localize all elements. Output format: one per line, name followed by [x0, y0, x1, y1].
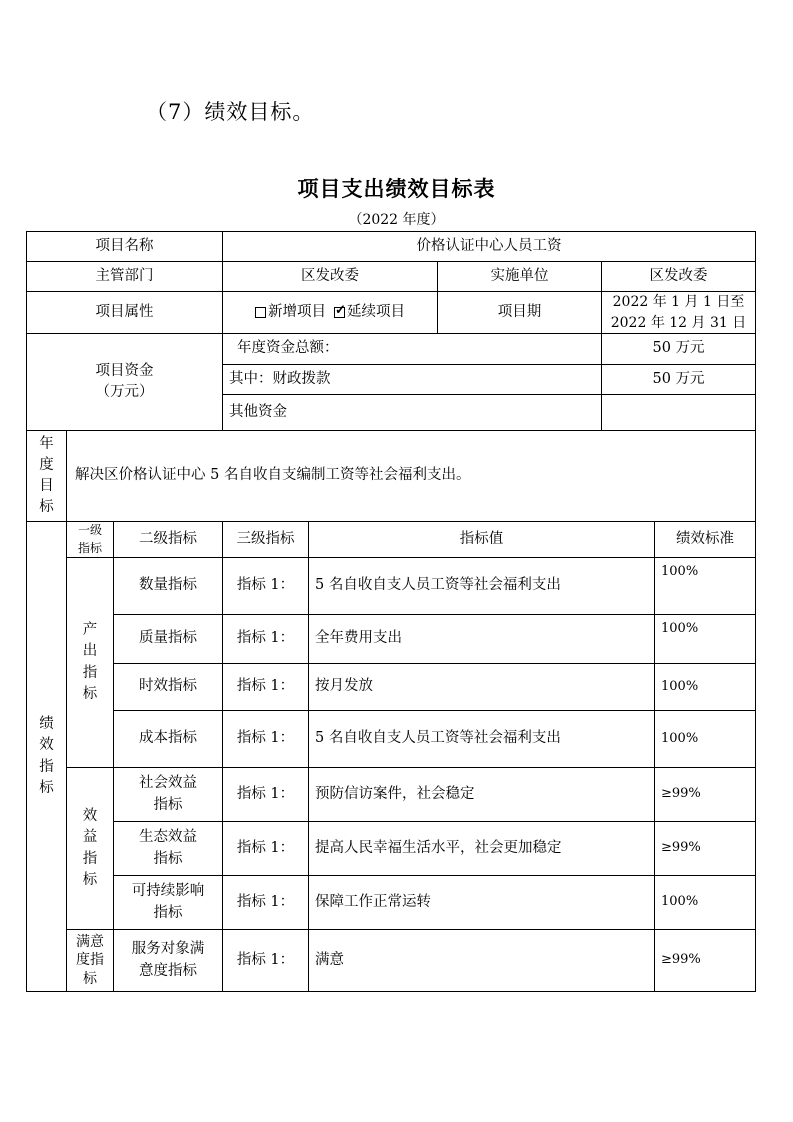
output-label-char: 产	[82, 622, 98, 639]
funds-label-line-1: 项目资金	[95, 362, 154, 379]
level2-cell	[114, 930, 222, 991]
header-level2: 二级指标	[139, 530, 197, 547]
output-label-char: 指	[82, 664, 98, 681]
header-value: 指标值	[459, 530, 504, 547]
indicator-value-cell: 保障工作正常运转	[315, 893, 431, 910]
table-year: （2022 年度）	[348, 212, 445, 228]
benefit-indicators-label	[67, 768, 113, 929]
indicator-value-cell: 5 名自收自支人员工资等社会福利支出	[315, 577, 561, 594]
level2-cell: 时效指标	[139, 678, 197, 695]
level2-cell: 成本指标	[139, 730, 197, 747]
funds-total-label: 年度资金总额：	[237, 340, 339, 357]
perf-label-char: 绩	[39, 716, 54, 733]
standard-cell: ≥99%	[661, 786, 701, 802]
level2-line: 服务对象满	[131, 941, 205, 958]
attr-label: 项目属性	[95, 303, 154, 320]
annual-label-char: 度	[39, 456, 54, 473]
standard-cell: 100%	[661, 678, 699, 694]
perf-label-char: 效	[39, 737, 54, 754]
level3-cell: 指标 1：	[236, 893, 295, 910]
perf-indicators-label	[27, 522, 66, 991]
section-heading: （7）绩效目标。	[146, 100, 315, 124]
level2-cell: 质量指标	[139, 630, 197, 647]
level3-cell: 指标 1：	[236, 730, 295, 747]
header-standard: 绩效标准	[676, 530, 734, 547]
checked-box-icon[interactable]	[334, 307, 345, 318]
level2-line: 社会效益	[139, 775, 197, 792]
header-level3: 三级指标	[236, 530, 295, 547]
funds-total-value: 50 万元	[652, 340, 705, 357]
perf-label-char: 标	[39, 779, 54, 796]
indicator-value-cell: 满意	[315, 951, 344, 968]
level3-cell: 指标 1：	[236, 785, 295, 802]
dept-value: 区发改委	[301, 267, 359, 284]
annual-goal-label	[27, 431, 66, 521]
level3-cell: 指标 1：	[236, 951, 295, 968]
benefit-label-char: 效	[82, 808, 98, 825]
attr-cont-label: 延续项目	[347, 303, 405, 320]
level2-line: 意度指标	[139, 962, 197, 979]
output-indicators-label	[67, 558, 113, 767]
standard-cell: 100%	[661, 894, 699, 910]
annual-label-char: 目	[39, 478, 54, 494]
dept-label: 主管部门	[95, 267, 154, 284]
level2-line: 指标	[153, 850, 183, 867]
attr-new-label: 新增项目	[268, 303, 326, 320]
standard-cell: 100%	[661, 564, 699, 579]
indicator-value-cell: 5 名自收自支人员工资等社会福利支出	[315, 730, 561, 747]
satisfaction-label-line: 度指	[76, 952, 104, 969]
level2-cell	[114, 822, 222, 875]
standard-cell: ≥99%	[661, 840, 701, 856]
header-level1-line: 一级	[77, 523, 102, 538]
funds-other-label: 其他资金	[229, 403, 287, 420]
annual-label-char: 标	[39, 499, 54, 516]
table-title: 项目支出绩效目标表	[297, 177, 496, 201]
standard-cell: 100%	[661, 730, 699, 746]
annual-goal-text: 解决区价格认证中心 5 名自收自支编制工资等社会福利支出。	[75, 467, 471, 484]
level3-cell: 指标 1：	[236, 839, 295, 856]
unit-label: 实施单位	[490, 267, 549, 284]
level2-cell	[114, 876, 222, 929]
output-label-char: 标	[82, 685, 98, 702]
satisfaction-indicators-label	[67, 930, 113, 991]
perf-label-char: 指	[39, 758, 54, 775]
period-line-2: 2022 年 12 月 31 日	[610, 314, 747, 331]
funds-fiscal-label: 其中：财政拨款	[229, 370, 331, 387]
level2-line: 指标	[153, 796, 183, 813]
output-label-char: 出	[82, 643, 98, 660]
funds-label-line-2: （万元）	[95, 384, 154, 400]
indicator-value-cell: 全年费用支出	[315, 630, 402, 647]
funds-other-value	[602, 395, 755, 430]
standard-cell: ≥99%	[661, 952, 701, 968]
satisfaction-label-line: 满意	[76, 934, 104, 951]
level2-cell: 数量指标	[139, 577, 197, 594]
funds-label	[27, 334, 222, 430]
level2-line: 指标	[153, 904, 183, 921]
level2-cell	[114, 768, 222, 821]
annual-label-char: 年	[39, 435, 54, 452]
project-name-label: 项目名称	[95, 237, 154, 254]
benefit-label-char: 标	[82, 871, 98, 888]
level3-cell: 指标 1：	[236, 577, 295, 594]
standard-cell: 100%	[661, 621, 699, 636]
level3-cell: 指标 1：	[236, 630, 295, 647]
level2-line: 可持续影响	[131, 883, 205, 900]
indicator-value-cell: 预防信访案件，社会稳定	[315, 785, 475, 802]
unchecked-box-icon[interactable]	[255, 307, 266, 318]
indicator-value-cell: 提高人民幸福生活水平，社会更加稳定	[315, 839, 562, 856]
header-level1-line: 指标	[77, 540, 102, 555]
satisfaction-label-line: 标	[83, 970, 97, 987]
project-name-value: 价格认证中心人员工资	[416, 237, 562, 254]
unit-value: 区发改委	[649, 267, 708, 284]
funds-fiscal-value: 50 万元	[652, 370, 705, 387]
benefit-label-char: 指	[82, 850, 98, 867]
period-line-1: 2022 年 1 月 1 日至	[612, 294, 745, 311]
period-value	[602, 292, 755, 333]
header-level1	[67, 522, 113, 557]
level2-line: 生态效益	[139, 829, 197, 846]
indicator-value-cell: 按月发放	[315, 678, 373, 695]
attr-options	[223, 292, 437, 333]
level3-cell: 指标 1：	[236, 678, 295, 695]
benefit-label-char: 益	[82, 829, 98, 846]
period-label: 项目期	[497, 303, 542, 320]
